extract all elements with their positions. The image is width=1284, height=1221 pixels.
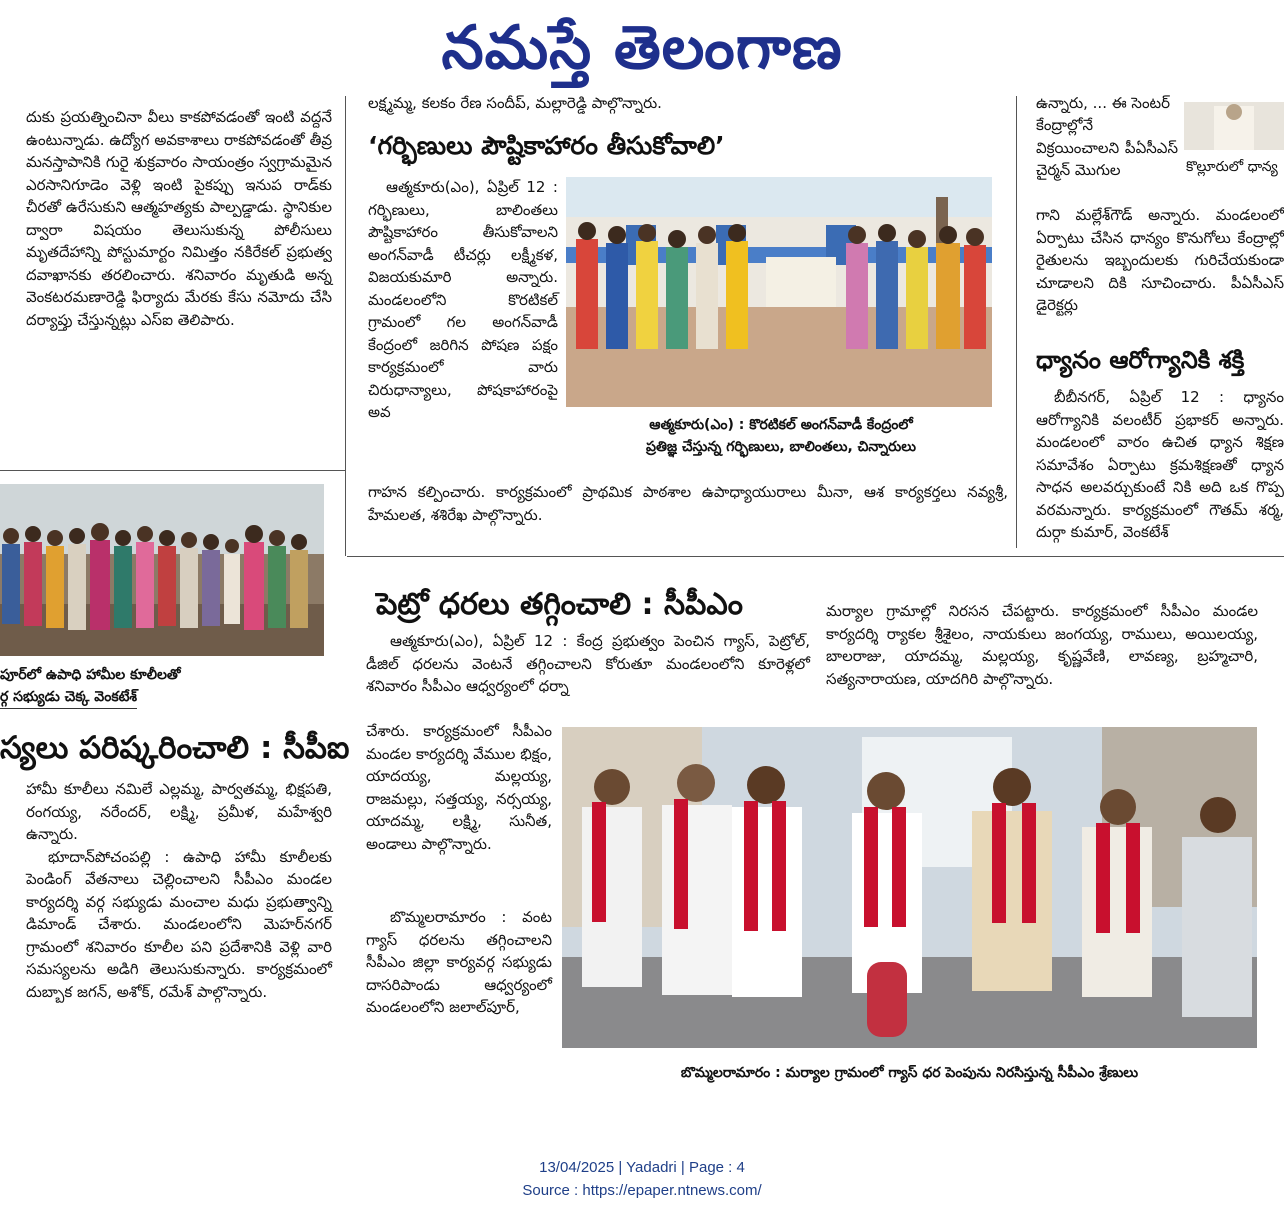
center-top-fragment: లక్ష్మమ్మ, కలకం రేణ సందీప్, మల్లారెడ్డి పాల్గొన్నారు.	[368, 94, 662, 112]
workers-photo-caption: పూర్‌లో ఉపాధి హామీల కూలీలతో ర్గ సభ్యుడు చెక్క వెంకటేశ్	[0, 664, 330, 709]
cpm-column-right: మర్యాల గ్రామాల్లో నిరసన చేపట్టారు. కార్యక్రమంలో సీపీఎం మండల కార్యదర్శి ర్యాకల శ్రీశైలం, నాయకులు జంగయ్య, రాములు, అయిలయ్య, బాలరాజు, యాదమ్మ, మల్లయ్య, కృష్ణవేణి, లావణ్య, బ్రహ్మచారి, సత్యనారాయణ, యాదగిరి పాల్గొన్నారు.	[826, 602, 1258, 688]
workers-photo	[0, 484, 324, 656]
cpm-lead: ఆత్మకూరు(ఎం), ఏప్రిల్ 12 : కేంద్ర ప్రభుత్వం పెంచిన గ్యాస్, పెట్రోల్, డీజిల్ ధరలను వెంటనే తగ్గించాలని కోరుతూ మండలంలోని కూరెళ్లలో శనివారం సీపీఎం ఆధ్వర్యంలో ధర్నా	[366, 632, 810, 695]
meditation-headline: ధ్యానం ఆరోగ్యానికి శక్తి	[1036, 346, 1245, 374]
pregnant-women-article: ఆత్మకూరు(ఎం), ఏప్రిల్ 12 : గర్భిణులు, బాలింతలు పౌష్టికాహారం తీసుకోవాలని అంగన్‌వాడీ టీచర్లు లక్ష్మీకళ, విజయకుమారి అన్నారు. మండలంలోని కొరటికల్ గ్రామంలో గల అంగన్‌వాడీ కేంద్రంలో జరిగిన పోషణ పక్షం కార్యక్రమంలో వారు చిరుధాన్యాలు, పోషకాహారంపై అవ	[368, 178, 558, 421]
anganwadi-photo-caption: ఆత్మకూరు(ఎం) : కొరటికల్ అంగన్‌వాడీ కేంద్రంలో ప్రతిజ్ఞ చేస్తున్న గర్భిణులు, బాలింతలు, చిన్నారులు	[646, 417, 916, 455]
column-rule	[345, 96, 346, 556]
article-paragraph: భూదాన్‌పోచంపల్లి : ఉపాధి హామీ కూలీలకు పెండింగ్ వేతనాలు చెల్లించాలని సీపీఎం మండల కార్యదర్శి వర్గ సభ్యుడు మంచాల మధు ప్రభుత్వాన్ని డిమాండ్ చేశారు. మండలంలోని మెహర్‌నగర్ గ్రామంలో శనివారం కూలీల పని ప్రదేశానికి వెళ్లి వారి సమస్యలను అడిగి తెలుసుకున్నారు. కార్యక్రమంలో దుబ్బాక జగన్, అశోక్, రమేశ్ పాల్గొన్నారు.	[26, 847, 332, 1001]
article-paragraph: దుకు ప్రయత్నించినా వీలు కాకపోవడంతో ఇంటి వద్దనే ఉంటున్నాడు. ఉద్యోగ అవకాశాలు రాకపోవడంతో తీవ్ర మనస్తాపానికి గురై శుక్రవారం సాయంత్రం స్వగ్రామమైన ఎరసానిగూడెం వెళ్లి ఇంటి పైకప్పు ఇనుప రాడ్‌కు చీరతో ఉరేసుకుని ఆత్మహత్యకు పాల్పడ్డాడు. స్థానికుల ద్వారా విషయం తెలుసుకున్న పోలీసులు మృతదేహాన్ని పోస్టుమార్టం నిమిత్తం నకిరేకల్ ప్రభుత్వ దవాఖానకు తరలించారు. శనివారం మృతుడి అన్న వెంకటరమణారెడ్డి ఫిర్యాదు మేరకు కేసు నమోదు చేసి దర్యాప్తు చేస్తున్నట్లు ఎస్‌ఐ తెలిపారు.	[26, 108, 332, 329]
meditation-article: బీబీనగర్, ఏప్రిల్ 12 : ధ్యానం ఆరోగ్యానికి వలంటీర్ ప్రభాకర్ అన్నారు. మండలంలో వారం ఉచిత ధ్యాన శిక్షణ సమావేశం ఏర్పాటు క్రమశిక్షణతో ధ్యాన సాధన అలవర్చుకుంటే నికి అది ఒక గొప్ప వరమన్నారు. కార్యక్రమంలో గౌతమ్ శర్మ, దుర్గా కుమార్, వెంకటేశ్	[1036, 388, 1284, 541]
right-top-fragment: ఉన్నారు, ... ఈ సెంటర్	[1036, 94, 1171, 112]
anganwadi-photo	[566, 177, 992, 407]
masthead	[0, 0, 1284, 96]
pregnant-women-headline: ‘గర్భిణులు పౌష్టికాహారం తీసుకోవాలి’	[368, 131, 725, 160]
paddy-center-caption: కొల్లూరులో ధాన్య	[1186, 159, 1278, 175]
pregnant-women-article-cont: గాహన కల్పించారు. కార్యక్రమంలో ప్రాథమిక పాఠశాల ఉపాధ్యాయురాలు మీనా, ఆశ కార్యకర్తలు నవ్యశ్రీ, హేమలత, శశిరేఖ పాల్గొన్నారు.	[368, 483, 1008, 524]
section-rule	[0, 470, 345, 471]
section-rule	[347, 556, 1284, 557]
page-footer	[0, 1156, 1284, 1202]
article-paragraph: హామీ కూలీలు నమిలే ఎల్లమ్మ, పార్వతమ్మ, భిక్షపతి, రంగయ్య, నరేందర్, లక్ష్మి, ప్రమీళ, మహేశ్వరి ఉన్నారు.	[26, 780, 332, 843]
column-rule	[1016, 96, 1017, 548]
cpi-article	[26, 778, 332, 1083]
right-top-article-cont: గాని మల్లేశ్‌గౌడ్ అన్నారు. మండలంలో ఏర్పాటు చేసిన ధాన్యం కొనుగోలు కేంద్రాల్లో రైతులను ఇబ్బందులకు గురిచేయకుండా చూడాలని దికి సూచించారు. పీఏసీఎస్ డైరెక్టర్లు	[1036, 206, 1284, 314]
edition-info: 13/04/2025 | Yadadri | Page : 4	[539, 1159, 745, 1176]
cpm-column-left: చేశారు. కార్యక్రమంలో సీపీఎం మండల కార్యదర్శి వేముల భిక్షం, యాదయ్య, మల్లయ్య, రాజమల్లు, సత్తయ్య, నర్సయ్య, యాదమ్మ, లక్ష్మి, సునీత, అండాలు పాల్గొన్నారు.	[366, 722, 552, 853]
cpm-photo-caption: బొమ్మలరామారం : మర్యాల గ్రామంలో గ్యాస్ ధర పెంపును నిరసిస్తున్న సీపీఎం శ్రేణులు	[680, 1065, 1139, 1081]
cpm-column-left-2: బొమ్మలరామారం : వంట గ్యాస్ ధరలను తగ్గించాలని సీపీఎం జిల్లా కార్యవర్గ సభ్యుడు దాసరిపాండు ఆధ్వర్యంలో మండలంలోని జలాల్‌పూర్,	[366, 908, 552, 1016]
paddy-center-photo	[1184, 102, 1284, 150]
right-top-article: కేంద్రాల్లోనే విక్రయించాలని పీఏసీఎస్ చైర్మన్ మొగుల	[1036, 116, 1178, 179]
newspaper-title: నమస్తే తెలంగాణ	[441, 13, 843, 83]
left-top-article	[26, 106, 332, 446]
cpm-protest-photo	[562, 727, 1257, 1048]
source-link[interactable]: Source : https://epaper.ntnews.com/	[522, 1182, 762, 1199]
cpm-headline: పెట్రో ధరలు తగ్గించాలి : సీపీఎం	[376, 587, 743, 622]
cpi-headline: స్యలు పరిష్కరించాలి : సీపీఐ	[0, 730, 350, 766]
